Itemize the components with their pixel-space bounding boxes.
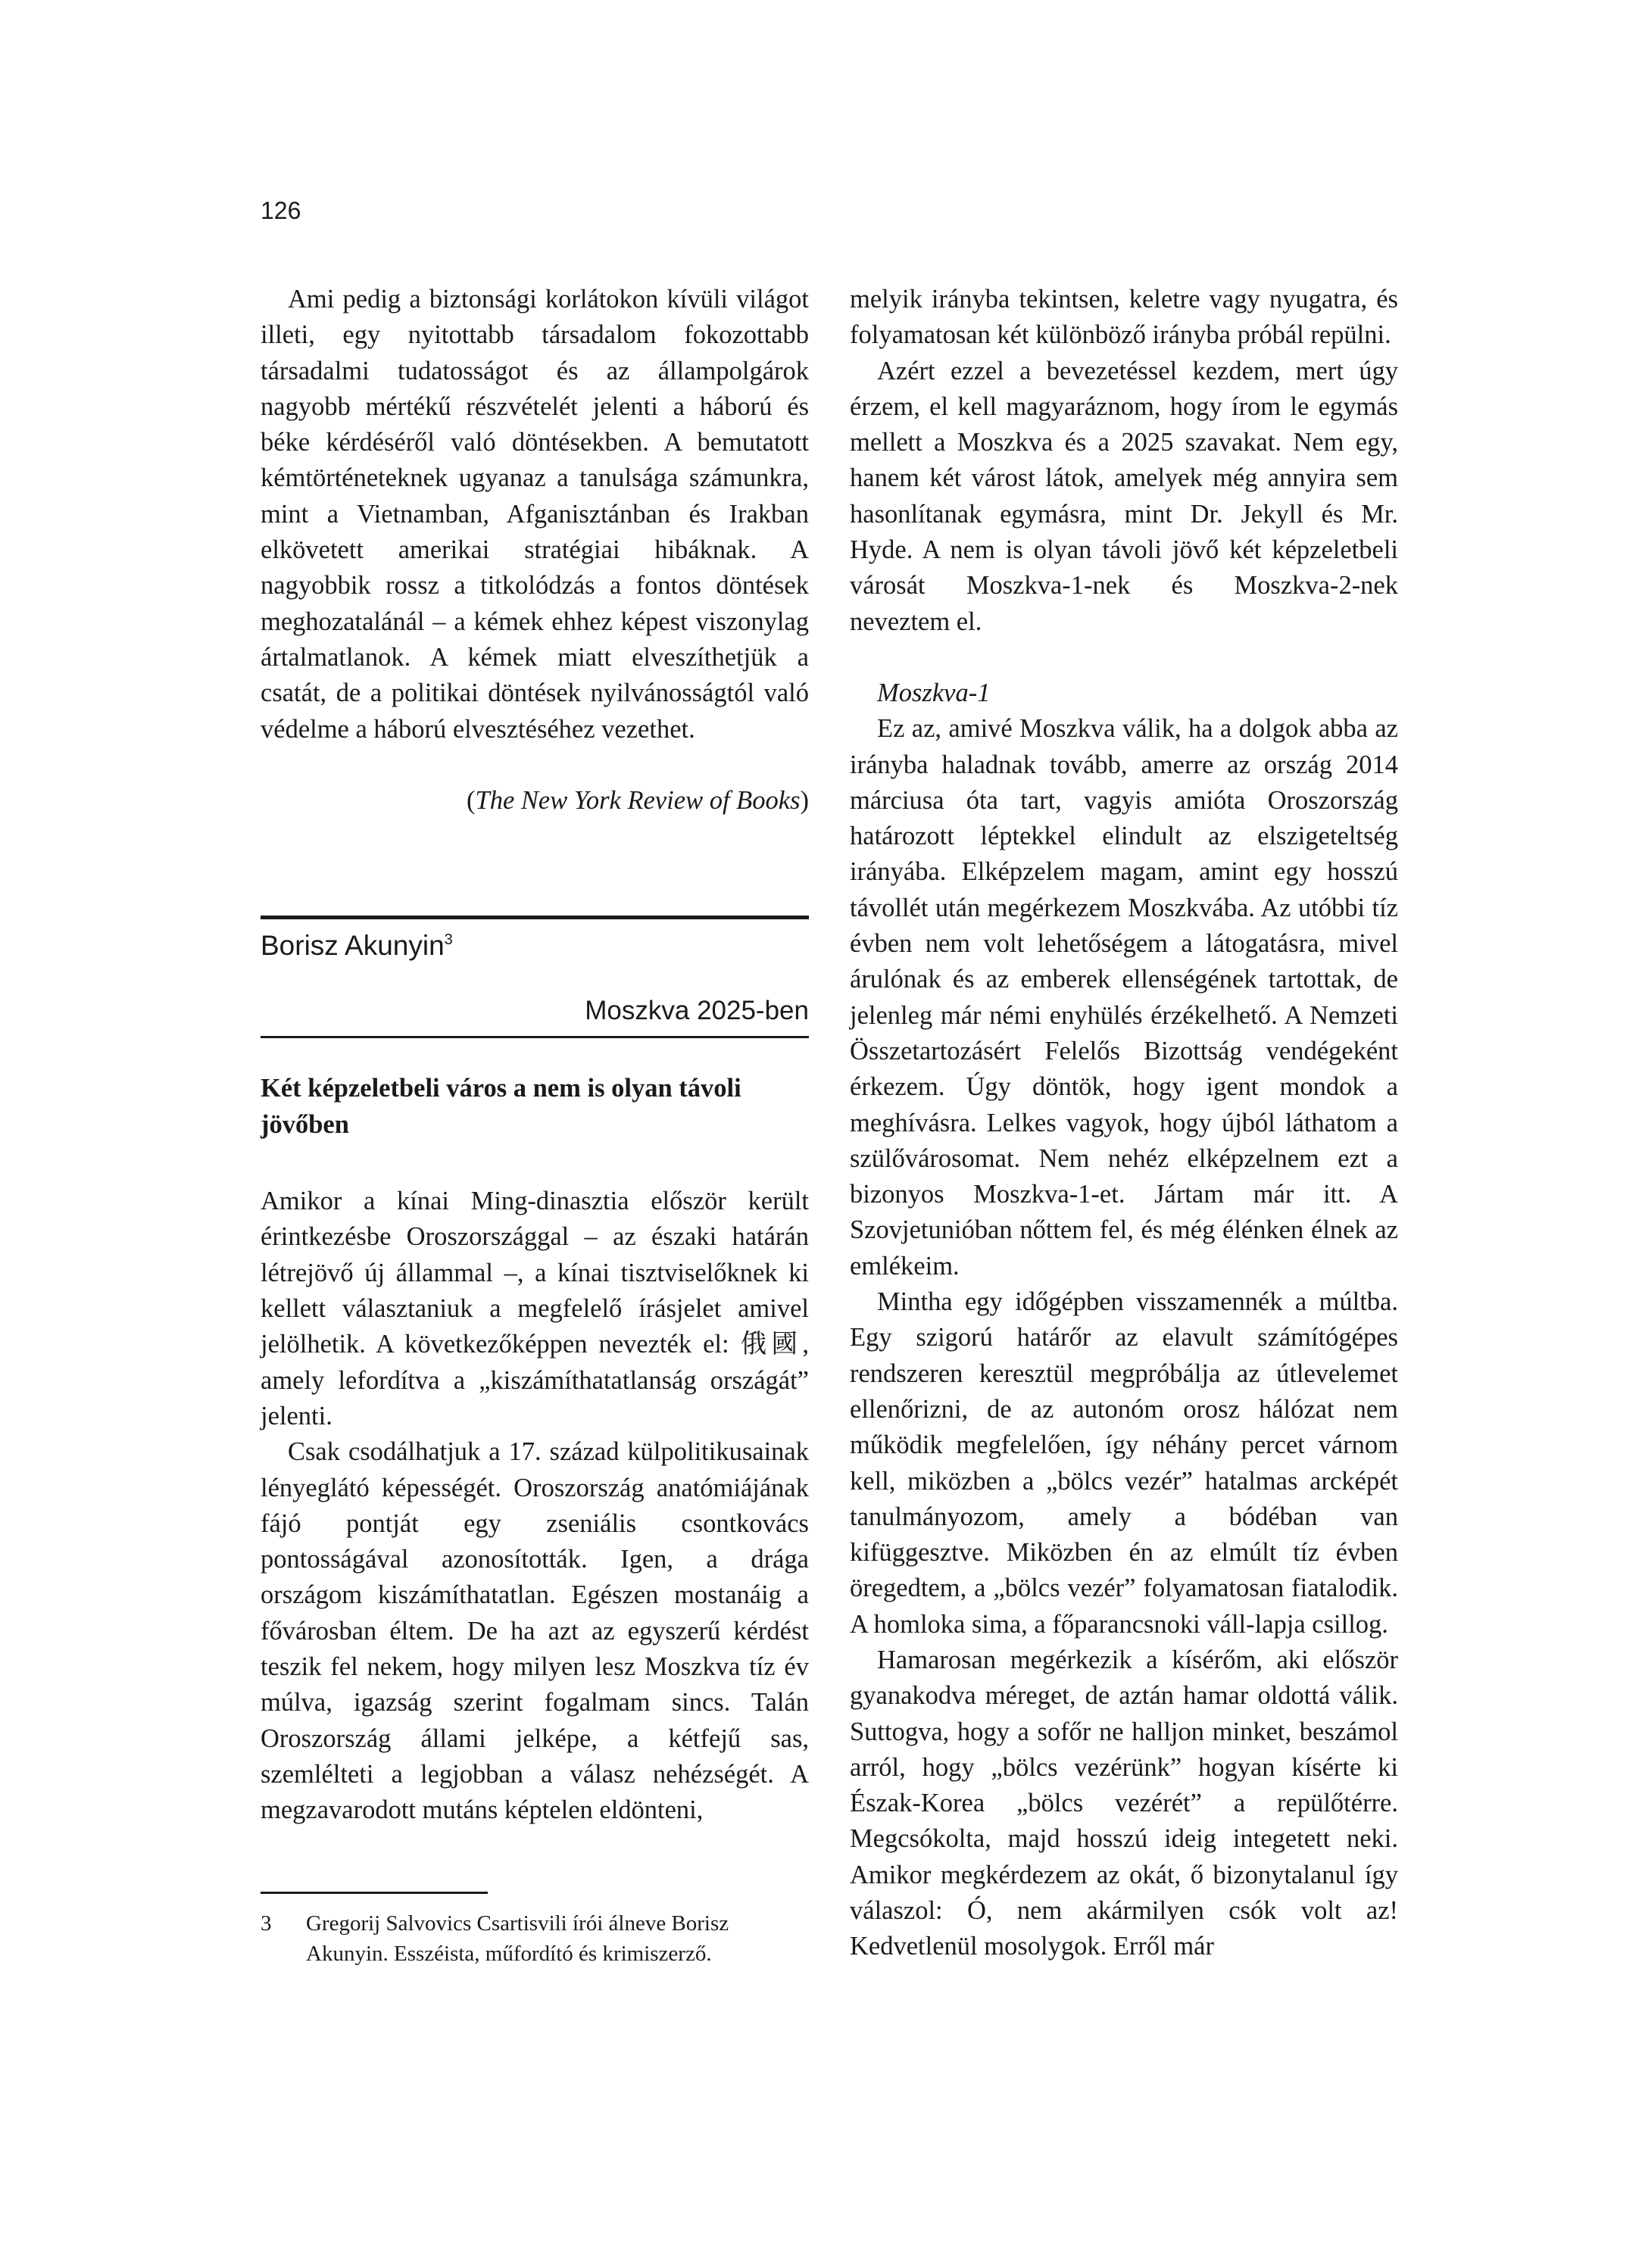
body-paragraph: Csak csodálhatjuk a 17. század külpolitikusainak lényeglátó képességét. Oroszország anatómiájának fájó pontját egy zseniális csontkovács pontosságával azonosították. Igen, a drága országom kiszámíthatatlan. Egészen mostanáig a fővárosban éltem. De ha azt az egyszerű kérdést teszik fel nekem, hogy milyen lesz Moszkva tíz év múlva, igazság szerint fogalmam sincs. Talán Oroszország állami jelképe, a kétfejű sas, szemlélteti a legjobban a válasz nehézségét. A megzavarodott mutáns képtelen eldönteni, (261, 1437, 809, 1825)
body-paragraph: Hamarosan megérkezik a kísérőm, aki először gyanakodva méreget, de aztán hamar oldottá válik. Suttogva, hogy a sofőr ne halljon minket, beszámol arról, hogy „bölcs vezérünk” hogyan kísérte ki Észak-Korea „bölcs vezérét” a repülőtérre. Megcsókolta, majd hosszú ideig integetett neki. Amikor megkérdezem az okát, ő bizonytalanul így válaszol: Ó, nem akármilyen csók volt az! Kedvetlenül mosolygok. Erről már (850, 1645, 1398, 1961)
source-citation (261, 783, 809, 819)
body-paragraph: Ez az, amivé Moszkva válik, ha a dolgok abba az irányba haladnak tovább, amerre az ország 2014 márciusa óta tart, vagyis amióta Oroszország határozott léptekkel elindult az elszigeteltség irányába. Elképzelem magam, amint egy hosszú távollét után megérkezem Moszkvába. Az utóbbi tíz évben nem volt lehetőségem a látogatásra, mivel árulónak és az emberek ellenségének tartottak, de jelenleg már némi enyhülés érzékelhető. A Nemzeti Összetartozásért Felelős Bizottság vendégeként érkezem. Úgy döntök, hogy igent mondok a meghívásra. Lelkes vagyok, hogy újból láthatom a szülővárosomat. Nem nehéz elképzelnem ezt a bizonyos Moszkva-1-et. Jártam már itt. A Szovjetunióban nőttem fel, és még élénken élnek az emlékeim. (850, 714, 1398, 1281)
intro-paragraph: Ami pedig a biztonsági korlátokon kívüli világot illeti, egy nyitottabb társadalom fokozottabb társadalmi tudatosságot és az állampolgárok nagyobb mértékű részvételét jelenti a háború és béke kérdéséről való döntésekben. A bemutatott kémtörténeteknek ugyanaz a tanulsága számunkra, mint a Vietnamban, Afganisztánban és Irakban elkövetett amerikai stratégiai hibáknak. A nagyobbik rossz a titkolódzás a fontos döntések meghozatalánál – a kémek ehhez képest viszonylag ártalmatlanok. A kémek miatt elveszíthetjük a csatát, de a politikai döntések nyilvánosságtól való védelme a háború elvesztéséhez vezethet. (261, 285, 809, 744)
source-open-paren: ( (467, 785, 476, 815)
author-name-text: Borisz Akunyin (261, 930, 445, 962)
footnote-number: 3 (261, 1911, 272, 1936)
body-paragraph: Mintha egy időgépben visszamennék a múltba. Egy szigorú határőr az elavult számítógépes rendszeren keresztül megpróbálja az útlevelemet ellenőrizni, de az autonóm orosz hálózat nem működik megfelelően, így néhány percet várnom kell, miközben a „bölcs vezér” hatalmas arcképét tanulmányozom, amely a bódéban van kifüggesztve. Miközben én az elmúlt tíz évben öregedtem, a „bölcs vezér” folyamatosan fiatalodik. A homloka sima, a főparancsnoki váll-lapja csillog. (850, 1287, 1398, 1639)
section-heading: Moszkva-1 (877, 678, 991, 707)
source-title: The New York Review of Books (475, 785, 801, 815)
footnote-text: Gregorij Salvovics Csartisvili írói álneve Borisz Akunyin. Esszéista, műfordító és krimiszerző. (306, 1911, 729, 1966)
header-bottom-rule (261, 1036, 809, 1038)
left-column (261, 282, 809, 1829)
author-footnote-mark: 3 (444, 931, 453, 949)
body-paragraph: melyik irányba tekintsen, keletre vagy nyugatra, és folyamatosan két különböző irányba próbál repülni. (850, 285, 1398, 350)
body-paragraph: Azért ezzel a bevezetéssel kezdem, mert úgy érzem, el kell magyaráznom, hogy írom le egymás mellett a Moszkva és a 2025 szavakat. Nem egy, hanem két várost látok, amelyek még annyira sem hasonlítanak egymásra, mint Dr. Jekyll és Mr. Hyde. A nem is olyan távoli jövő két képzeletbeli városát Moszkva-1-nek és Moszkva-2-nek neveztem el. (850, 356, 1398, 636)
page-number: 126 (261, 197, 301, 224)
article-subtitle: Két képzeletbeli város a nem is olyan távoli jövőben (261, 1074, 741, 1140)
footnote-rule (261, 1892, 488, 1894)
right-column (850, 282, 1398, 1965)
body-paragraph: Amikor a kínai Ming-dinasztia először került érintkezésbe Oroszországgal – az északi határán létrejövő új állammal –, a kínai tisztviselőknek ki kellett választaniuk a megfelelő írásjelet amivel jelölhetik. A következőképpen nevezték el: 俄國, amely lefordítva a „kiszámíthatatlanság országát” jelenti. (261, 1187, 809, 1430)
source-close-paren: ) (800, 785, 809, 815)
footnote (261, 1908, 809, 1969)
header-top-rule (261, 916, 809, 919)
article-header (261, 916, 809, 1038)
article-title: Moszkva 2025-ben (585, 996, 809, 1026)
author-name (261, 930, 809, 962)
